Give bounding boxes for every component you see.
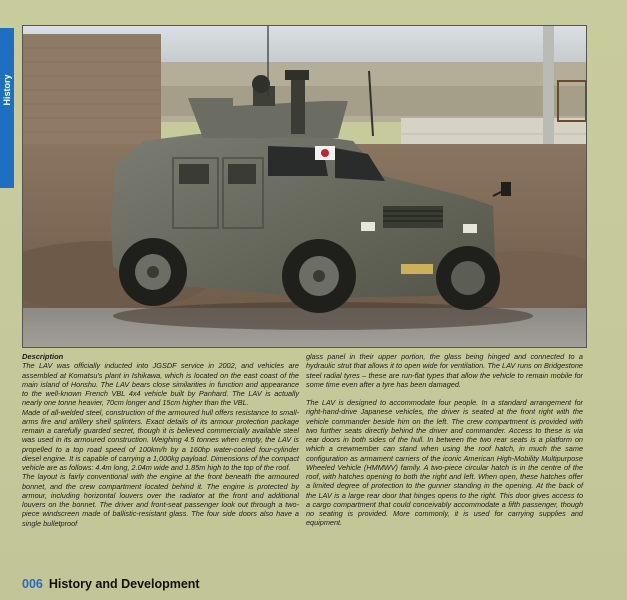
- vehicle-photo: [22, 25, 587, 348]
- paragraph: glass panel in their upper portion, the glass being hinged and connected to a hydraulic strut that allows it to open wide for ventilation. The LAV runs on Bridgestone steel radial tyres – these are run-flat types that allow the vehicle to remain mobile for some time even after a tyre has been damaged.: [306, 352, 583, 389]
- section-tab: [0, 28, 14, 188]
- paragraph: Made of all-welded steel, construction of the armoured hull offers resistance to small-arms fire and artillery shell splinters. Exact details of its armour protection package remain a carefully guarded secret, though it is believed commercially available steel was used in its armoured construction. Weighing 4.5 tonnes when empty, the LAV is propelled to a top road speed of 100km/h by a 160hp water-cooled four-cylinder diesel engine. It is capable of carrying a 1,000kg payload. Dimensions of the compact vehicle are as follows: 4.4m long, 2.04m wide and 1.85m high to the top of the roof.: [22, 407, 299, 472]
- article-column-left: [22, 352, 299, 528]
- paragraph: The LAV was officially inducted into JGSDF service in 2002, and vehicles are assembled at Komatsu's plant in Ishikawa, which is located on the east coast of the main island of Honshu. The LAV bears close similarities in function and appearance to the well-known French VBL 4x4 vehicle built by Panhard. The LAV is actually nearly one tonne heavier, 70cm longer and 15cm higher than the VBL.: [22, 361, 299, 408]
- paragraph: The LAV is designed to accommodate four people. In a standard arrangement for right-hand-drive Japanese vehicles, the driver is seated at the front right with the vehicle commander beside him on the left. The crew compartment is provided with two further seats directly behind the driver and commander. Access to these is via rear doors in both sides of the hull. In between the two rear seats is a platform on which a crewmember can stand when using the roof hatch, in much the same configuration as armament carriers of the iconic American High-Mobility Multipurpose Wheeled Vehicle (HMMWV) family. A two-piece circular hatch is in the centre of the roof, with hatches opening to both the right and left. When open, these hatches offer a limited degree of protection to the gunner standing in the opening. At the back of the LAV is a large rear door that hinges opens to the right. This door gives access to a cargo compartment that could conceivably accommodate a fifth passenger, though no seating is provided. More commonly, it is used for carrying supplies and equipment.: [306, 398, 583, 528]
- page-number: 006: [22, 577, 43, 591]
- section-title: History and Development: [48, 577, 200, 591]
- page-footer: [22, 577, 200, 593]
- paragraph: The layout is fairly conventional with the engine at the front beneath the armoured bonnet, and the crew compartment located behind it. The engine is protected by armour, including horizontal louvers over the radiator at the front and additional louvers on the bonnet. The driver and front-seat passenger look out through a two-piece windscreen made of ballistic-resistant glass. The four side doors also have a single bulletproof: [22, 472, 299, 528]
- section-tab-label: History: [2, 74, 12, 106]
- description-heading: Description: [22, 352, 64, 361]
- article-column-right: [306, 352, 583, 528]
